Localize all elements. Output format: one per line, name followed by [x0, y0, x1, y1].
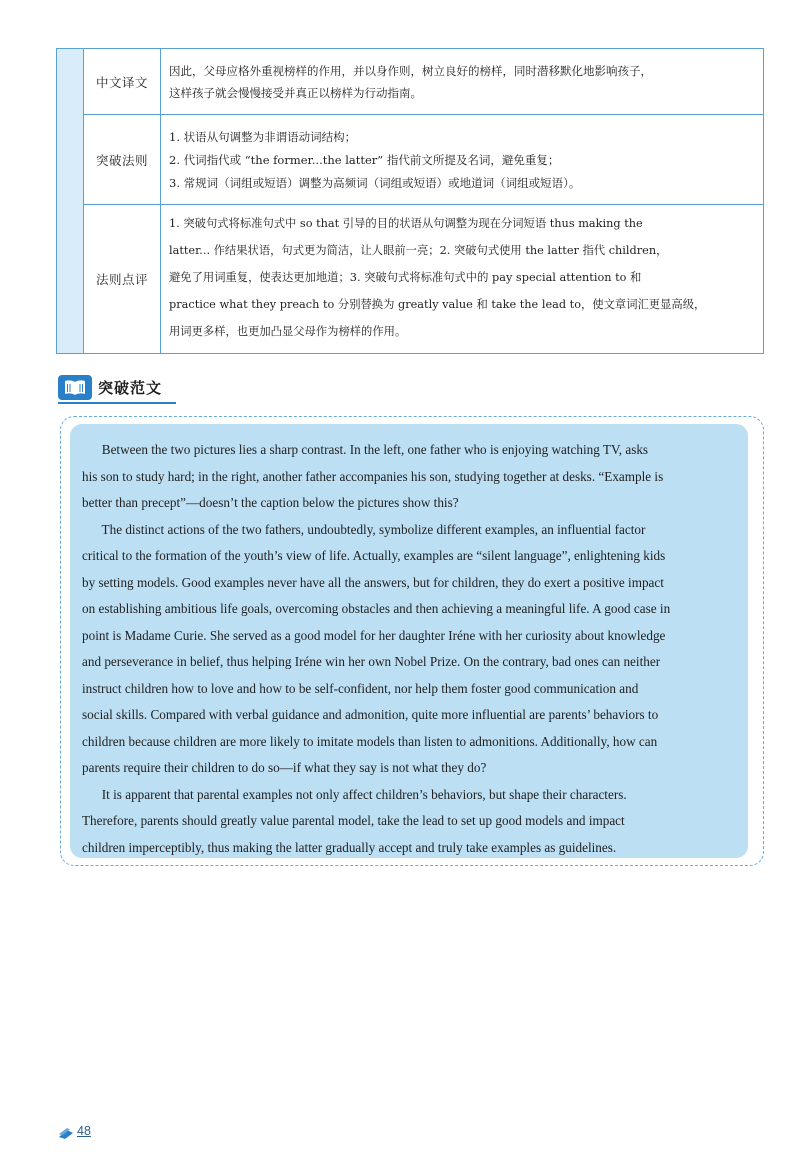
table-row-translation: [84, 49, 763, 115]
book-icon: [58, 375, 92, 400]
essay-line: on establishing ambitious life goals, overcoming obstacles and then achieving a meaningful life. A good case in: [82, 601, 671, 616]
essay-line: parents require their children to do so—if what they say is not what they do?: [82, 760, 487, 775]
section-title: 突破范文: [98, 378, 163, 397]
essay-line: his son to study hard; in the right, another father accompanies his son, studying together at desks. “Example is: [82, 468, 664, 484]
essay-line: point is Madame Curie. She served as a good model for her daughter Iréne with her curiosity about knowledge: [82, 627, 666, 643]
text-line: 避免了用词重复，使表达更加地道；3. 突破句式将标准句式中的 pay special attention to 和: [169, 271, 642, 284]
table-rows: [84, 49, 763, 353]
essay-line: children imperceptibly, thus making the latter gradually accept and truly take examples as guidelines.: [82, 839, 617, 855]
section-header: [58, 372, 162, 402]
text-line: 这样孩子就会慢慢接受并真正以榜样为行动指南。: [169, 86, 422, 100]
essay-line: The distinct actions of the two fathers, undoubtedly, symbolize different examples, an influential factor: [82, 521, 646, 537]
row-label-comment: 法则点评: [84, 205, 161, 353]
row-label-rules: 突破法则: [84, 115, 161, 204]
table-side-stripe: [57, 49, 84, 353]
essay-line: critical to the formation of the youth’s view of life. Actually, examples are “silent language”, enlightening kids: [82, 548, 666, 563]
essay-line: by setting models. Good examples never have all the answers, but for children, they do exert a positive impact: [82, 574, 664, 590]
essay-line: It is apparent that parental examples not only affect children’s behaviors, but shape their characters.: [82, 786, 627, 802]
section-underline: [58, 402, 176, 404]
table-row-comment: [84, 205, 763, 353]
text-line: 2. 代词指代或 “the former...the latter” 指代前文所提及名词，避免重复；: [169, 153, 560, 168]
essay-line: Between the two pictures lies a sharp contrast. In the left, one father who is enjoying watching TV, asks: [82, 442, 649, 457]
text-line: 1. 状语从句调整为非谓语动词结构；: [169, 130, 357, 145]
table-row-rules: [84, 115, 763, 205]
row-body-rules: [161, 115, 763, 204]
essay-box: [70, 424, 748, 858]
text-line: latter... 作结果状语，句式更为简洁，让人眼前一亮；2. 突破句式使用 the latter 指代 children，: [169, 244, 668, 257]
essay-line: better than precept”—doesn’t the caption below the pictures show this?: [82, 495, 459, 510]
row-body-comment: [161, 205, 763, 353]
essay-line: instruct children how to love and how to be self-confident, nor help them foster good communication and: [82, 680, 639, 696]
page-mark-icon: [58, 1125, 74, 1137]
page-number: 48: [77, 1124, 91, 1138]
row-body-translation: [161, 49, 763, 114]
essay-line: children because children are more likely to imitate models than listen to admonitions. Additionally, how can: [82, 733, 658, 749]
essay-line: Therefore, parents should greatly value parental model, take the lead to set up good models and impact: [82, 813, 625, 828]
text-line: 因此，父母应格外重视榜样的作用，并以身作则，树立良好的榜样，同时潜移默化地影响孩子，: [169, 64, 652, 78]
analysis-table: [56, 48, 764, 354]
text-line: 3. 常规词（词组或短语）调整为高频词（词组或短语）或地道词（词组或短语）。: [169, 176, 581, 191]
text-line: 用词更多样，也更加凸显父母作为榜样的作用。: [169, 325, 407, 338]
page-footer: [58, 1124, 91, 1138]
text-line: practice what they preach to 分别替换为 greatly value 和 take the lead to，使文章词汇更显高级，: [169, 298, 706, 311]
essay-line: and perseverance in belief, thus helping Iréne win her own Nobel Prize. On the contrary, bad ones can neither: [82, 654, 661, 669]
row-label-translation: 中文译文: [84, 49, 161, 114]
text-line: 1. 突破句式将标准句式中 so that 引导的目的状语从句调整为现在分词短语 thus making the: [169, 217, 643, 230]
essay-line: social skills. Compared with verbal guidance and admonition, quite more influential are parents’ behaviors to: [82, 707, 659, 722]
